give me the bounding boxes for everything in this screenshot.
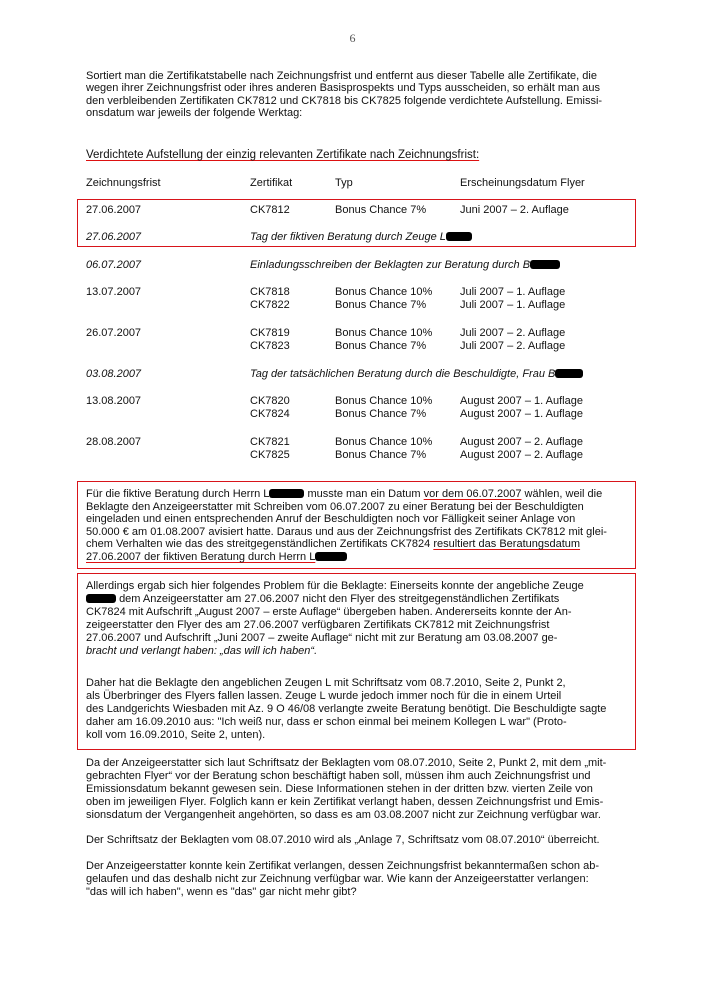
underlined-phrase: resultiert das Beratungsdatum <box>433 538 581 550</box>
row-note-text: Tag der tatsächlichen Beratung durch die Beschuldigte, Frau B <box>250 368 556 380</box>
box2-line: 27.06.2007 und Aufschrift „Juni 2007 – zweite Auflage“ nicht mit zur Beratung am 03.08.2007 ge- <box>86 632 558 644</box>
intro-line: onsdatum war jeweils der folgende Werktag: <box>86 107 303 119</box>
paragraph-line: "das will ich haben", wenn es "das" gar nicht mehr gibt? <box>86 886 357 898</box>
row-cert: CK7819 <box>250 327 290 339</box>
row-date: 28.08.2007 <box>86 436 142 448</box>
header-zeichnungsfrist: Zeichnungsfrist <box>86 177 161 189</box>
row-flyer: August 2007 – 1. Auflage <box>460 395 583 407</box>
box2-line: Allerdings ergab sich hier folgendes Problem für die Beklagte: Einerseits konnte der angebliche Zeuge <box>86 580 584 592</box>
row-flyer: August 2007 – 2. Auflage <box>460 449 583 461</box>
paragraph-attachment: Der Schriftsatz der Beklagten vom 08.07.2010 wird als „Anlage 7, Schriftsatz vom 08.07.2010“ überreicht. <box>86 834 600 846</box>
box1-line <box>86 488 622 500</box>
redaction-mark <box>555 369 583 378</box>
row-type: Bonus Chance 7% <box>335 299 427 311</box>
header-flyer: Erscheinungsdatum Flyer <box>460 177 585 189</box>
row-note-text: Einladungsschreiben der Beklagten zur Beratung durch B <box>250 259 531 271</box>
text-segment: dem Anzeigeerstatter am 27.06.2007 nicht den Flyer des streitgegenständlichen Zertifikats <box>119 593 560 605</box>
box2-line: daher am 16.09.2010 aus: "Ich weiß nur, dass er schon einmal bei meinem Kollegen L war" (Proto- <box>86 716 567 728</box>
row-cert: CK7824 <box>250 408 290 420</box>
row-note <box>250 231 472 243</box>
row-note-text: Tag der fiktiven Beratung durch Zeuge L <box>250 231 446 243</box>
row-cert: CK7812 <box>250 204 290 216</box>
box2-line: als Überbringer des Flyers fallen lassen. Zeuge L wurde jedoch immer noch für die in einem Urteil <box>86 690 562 702</box>
paragraph-line: gelaufen und das deshalb nicht zur Zeichnung verfügbar war. Wie kann der Anzeigeerstatter verlangen: <box>86 873 589 885</box>
redaction-mark <box>446 232 472 241</box>
row-type: Bonus Chance 7% <box>335 408 427 420</box>
row-flyer: Juli 2007 – 2. Auflage <box>460 340 566 352</box>
row-cert: CK7825 <box>250 449 290 461</box>
row-type: Bonus Chance 10% <box>335 286 433 298</box>
page-number: 6 <box>349 31 356 45</box>
row-type: Bonus Chance 7% <box>335 340 427 352</box>
row-note <box>250 259 560 271</box>
row-date: 06.07.2007 <box>86 259 142 271</box>
row-date: 27.06.2007 <box>86 204 142 216</box>
box1-line: eingeladen und einen entsprechenden Anruf der Beschuldigten noch vor Fälligkeit seiner Anlage von <box>86 513 576 525</box>
row-note <box>250 368 583 380</box>
row-type: Bonus Chance 7% <box>335 204 427 216</box>
box2-line: CK7824 mit Aufschrift „August 2007 – erste Auflage“ übergeben haben. Andererseits konnte der An- <box>86 606 572 618</box>
text-segment: chem Verhalten wie das des streitgegenständlichen Zertifikats CK7824 <box>86 538 434 550</box>
row-cert: CK7818 <box>250 286 290 298</box>
redaction-mark <box>530 260 560 269</box>
row-type: Bonus Chance 10% <box>335 327 433 339</box>
row-date: 27.06.2007 <box>86 231 142 243</box>
redaction-mark <box>315 552 347 561</box>
redaction-mark <box>86 594 116 603</box>
row-type: Bonus Chance 10% <box>335 436 433 448</box>
box2-line: zeigeerstatter den Flyer des am 27.06.2007 verfügbaren Zertifikats CK7812 mit Zeichnungsfrist <box>86 619 550 631</box>
row-date: 13.08.2007 <box>86 395 142 407</box>
text-segment: Für die fiktive Beratung durch Herrn L <box>86 488 270 500</box>
intro-line: den verbleibenden Zertifikaten CK7812 und CK7818 bis CK7825 folgende verdichtete Aufstellung. Emissi- <box>86 95 603 107</box>
text-segment: wählen, weil die <box>521 488 603 500</box>
row-type: Bonus Chance 7% <box>335 449 427 461</box>
row-type: Bonus Chance 10% <box>335 395 433 407</box>
row-flyer: August 2007 – 1. Auflage <box>460 408 583 420</box>
paragraph-line: Da der Anzeigeerstatter sich laut Schriftsatz der Beklagten vom 08.07.2010, Seite 2, Punkt 2, mit dem „mit- <box>86 757 607 769</box>
row-flyer: August 2007 – 2. Auflage <box>460 436 583 448</box>
header-zertifikat: Zertifikat <box>250 177 293 189</box>
row-cert: CK7820 <box>250 395 290 407</box>
row-flyer: Juli 2007 – 2. Auflage <box>460 327 566 339</box>
underlined-date: vor dem 06.07.2007 <box>423 488 522 500</box>
box1-line <box>86 538 622 550</box>
box1-line: 50.000 € am 01.08.2007 avisiert hatte. Daraus und aus der Zeichnungsfrist des Zertifikats CK7812 mit glei- <box>86 526 607 538</box>
row-flyer: Juni 2007 – 2. Auflage <box>460 204 569 216</box>
box2-line: des Landgerichts Wiesbaden mit Az. 9 O 46/08 verlangte zweite Beratung benötigt. Die Beschuldigte sagte <box>86 703 607 715</box>
intro-line: wegen ihrer Zeichnungsfrist oder ihres anderen Basisprospekts und Typs ausscheiden, so erhält man aus <box>86 82 601 94</box>
paragraph-line: Emissionsdatum bekannt gewesen sein. Diese Informationen stehen in der dritten bzw. vierten Zeile von <box>86 783 593 795</box>
paragraph-line: gebrachten Flyer“ vor der Beratung schon beschäftigt haben soll, müssen ihm auch Zeichnungsfrist und <box>86 770 591 782</box>
box2-line: Daher hat die Beklagte den angeblichen Zeugen L mit Schriftsatz vom 08.7.2010, Seite 2, Punkt 2, <box>86 677 566 689</box>
box1-line: Beklagte den Anzeigeerstatter mit Schreiben vom 06.07.2007 zu einer Beratung bei der Beschuldigten <box>86 501 584 513</box>
row-date: 26.07.2007 <box>86 327 142 339</box>
row-date: 13.07.2007 <box>86 286 142 298</box>
box2-line: bracht und verlangt haben: „das will ich haben“. <box>86 645 318 657</box>
underlined-phrase: 27.06.2007 der fiktiven Beratung durch Herrn L <box>86 551 316 563</box>
row-cert: CK7822 <box>250 299 290 311</box>
row-flyer: Juli 2007 – 1. Auflage <box>460 299 566 311</box>
row-flyer: Juli 2007 – 1. Auflage <box>460 286 566 298</box>
intro-line: Sortiert man die Zertifikatstabelle nach Zeichnungsfrist und entfernt aus dieser Tabelle alle Zertifikate, die <box>86 70 597 82</box>
paragraph-line: sionsdatum der Vergangenheit angehörten, so dass es am 03.08.2007 nicht zur Zeichnung verfügbar war. <box>86 809 601 821</box>
box2-line: koll vom 16.09.2010, Seite 2, unten). <box>86 729 266 741</box>
paragraph-line: oben im jeweiligen Flyer. Folglich kann er kein Zertifikat verlangt haben, dessen Zeichnungsfrist und Emis- <box>86 796 604 808</box>
row-cert: CK7821 <box>250 436 290 448</box>
text-segment: musste man ein Datum <box>304 488 424 500</box>
header-typ: Typ <box>335 177 353 189</box>
box2-line <box>86 593 622 605</box>
paragraph-line: Der Anzeigeerstatter konnte kein Zertifikat verlangen, dessen Zeichnungsfrist bekanntermaßen schon ab- <box>86 860 599 872</box>
row-date: 03.08.2007 <box>86 368 142 380</box>
redaction-mark <box>269 489 304 498</box>
row-cert: CK7823 <box>250 340 290 352</box>
table-title: Verdichtete Aufstellung der einzig relevanten Zertifikate nach Zeichnungsfrist: <box>86 149 480 161</box>
box1-line <box>86 551 622 563</box>
